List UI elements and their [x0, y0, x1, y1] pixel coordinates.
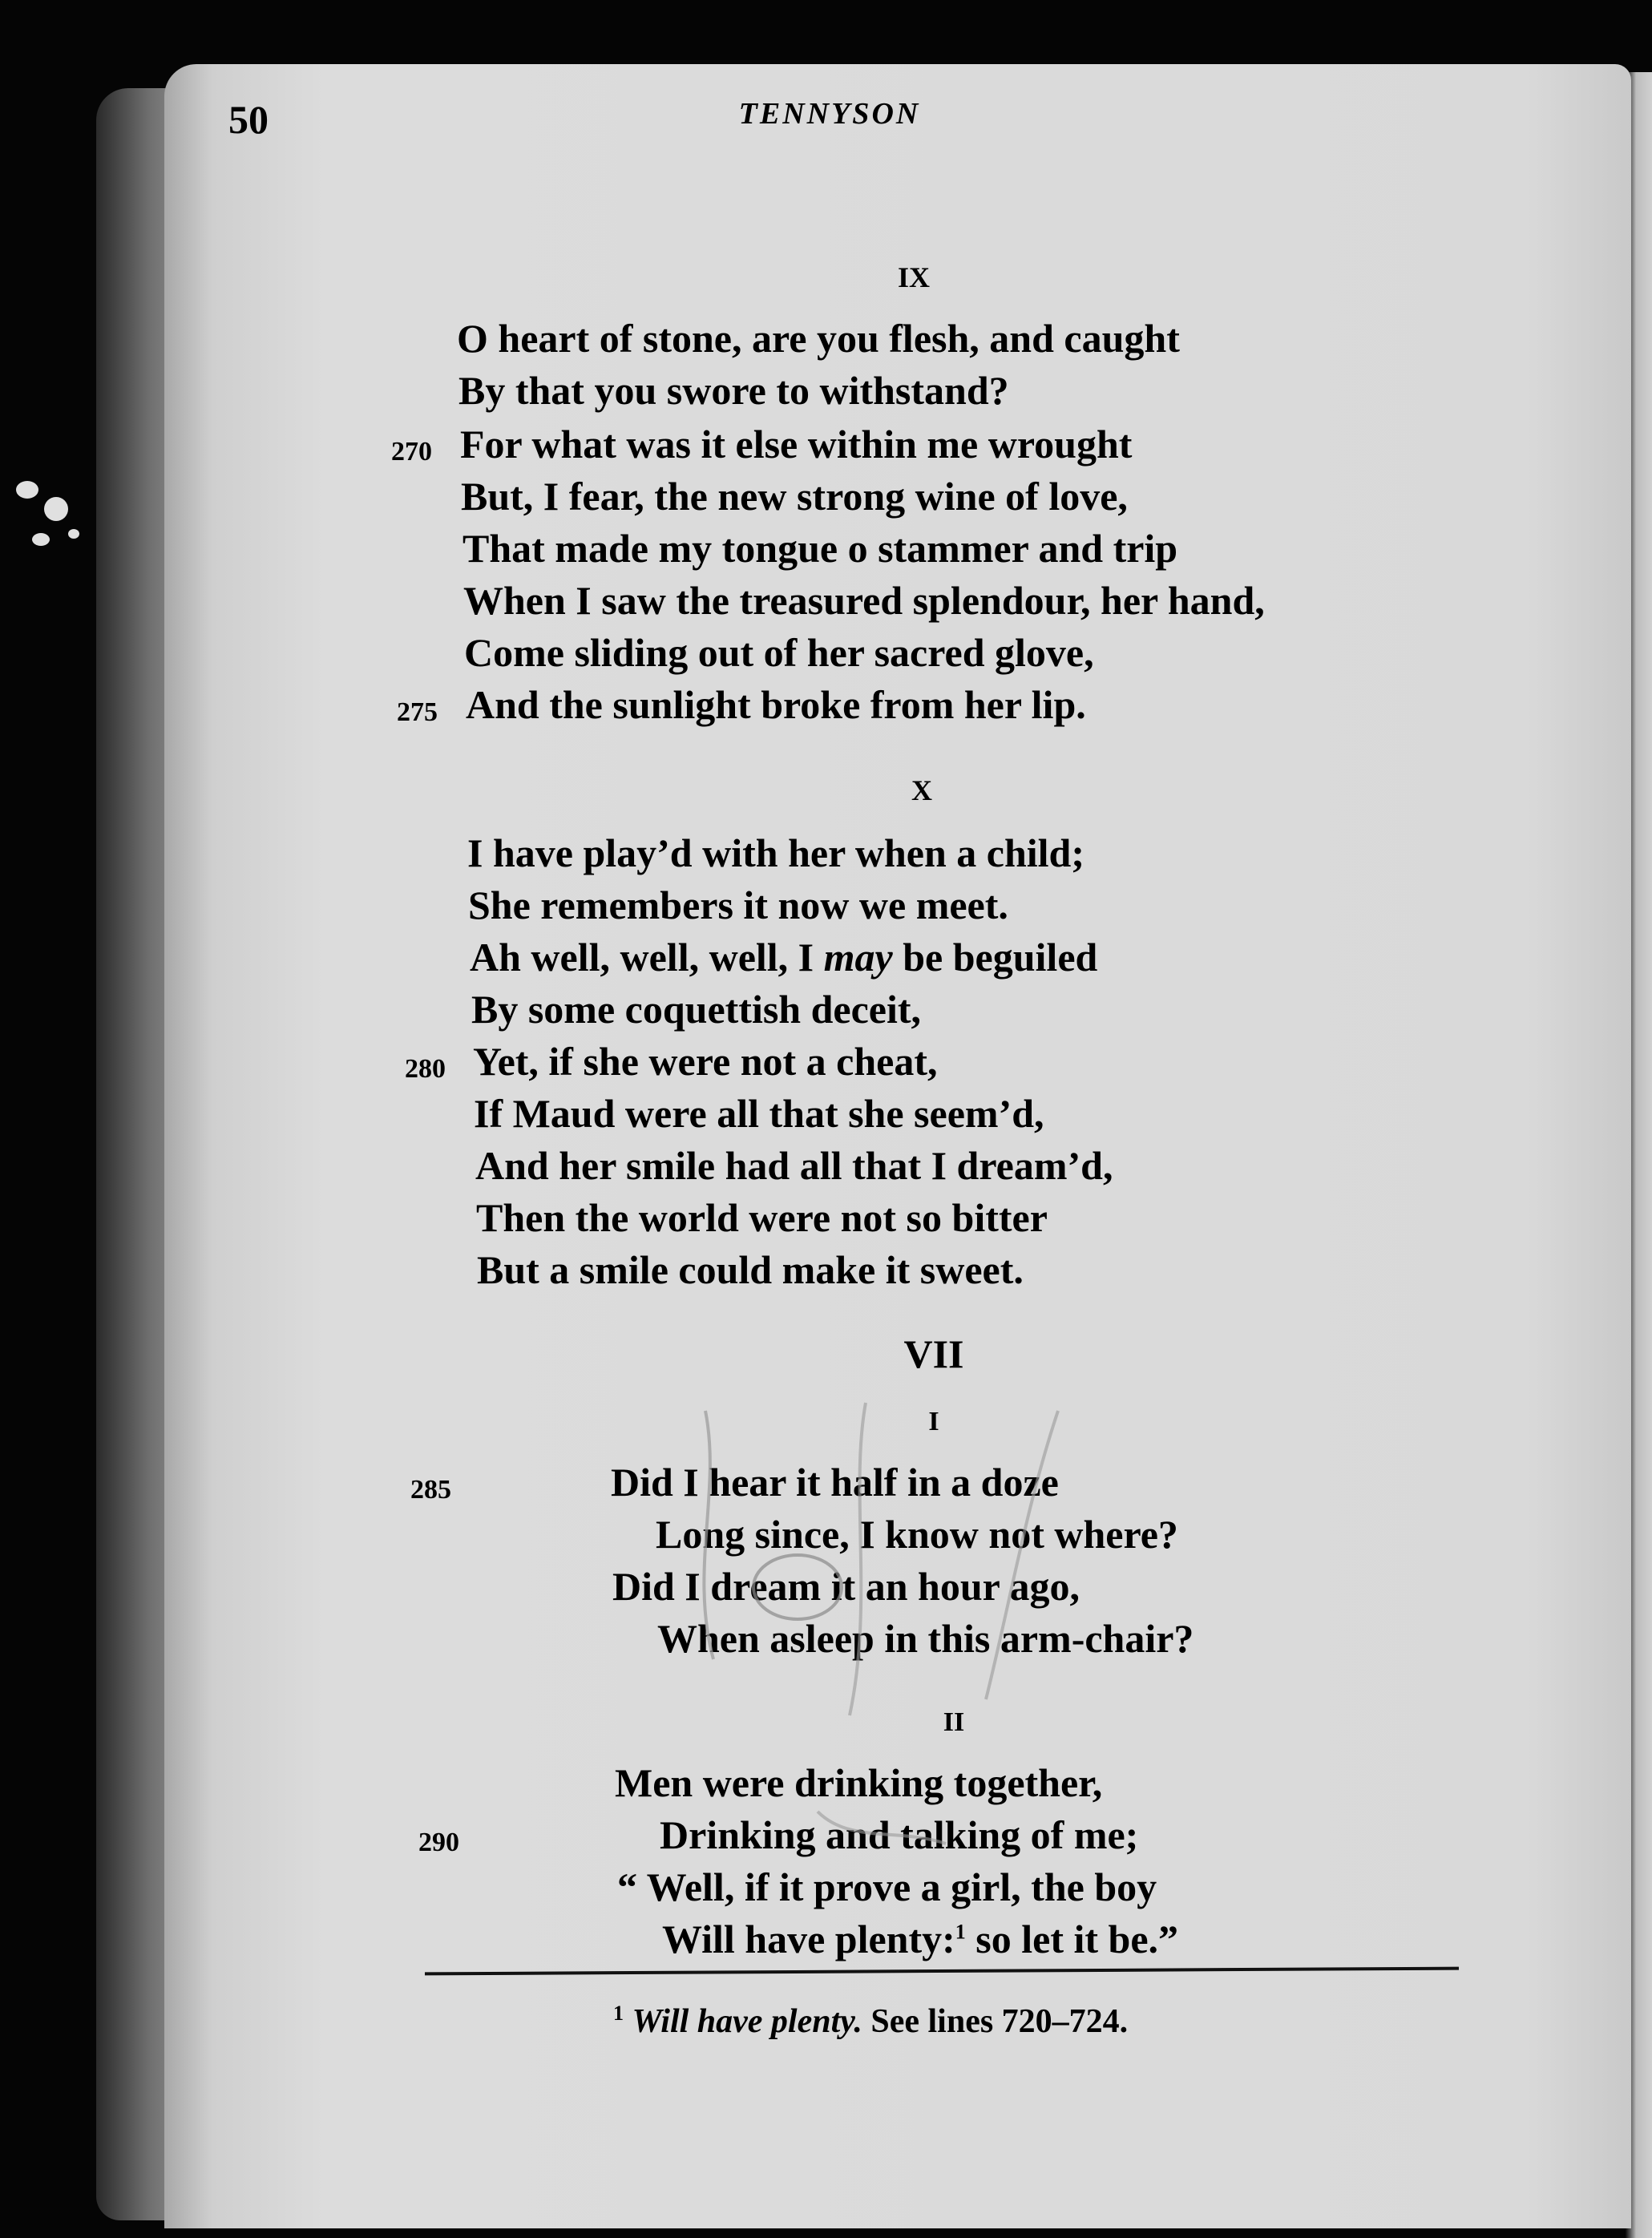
poem-line: Yet, if she were not a cheat,	[473, 1039, 938, 1084]
poem-line: Drinking and talking of me;	[660, 1812, 1139, 1857]
poem-line: I have play’d with her when a child;	[467, 830, 1085, 875]
dust-speck	[32, 533, 50, 546]
footnote-text: See lines 720–724.	[870, 2003, 1129, 2040]
poem-line: Did I hear it half in a doze	[611, 1460, 1059, 1505]
footnote-marker: 1	[955, 1920, 966, 1944]
dust-speck	[16, 481, 38, 499]
line-number-280: 280	[405, 1054, 446, 1084]
poem-line-text: be beguiled	[903, 935, 1098, 980]
poem-line-text: so let it be.”	[975, 1917, 1179, 1961]
poem-line: She remembers it now we meet.	[468, 883, 1008, 927]
poem-line: If Maud were all that she seem’d,	[474, 1091, 1044, 1136]
footnote	[613, 2002, 1128, 2041]
poem-line	[470, 934, 1097, 980]
poem-line: Then the world were not so bitter	[476, 1195, 1048, 1240]
section-heading-i: I	[928, 1407, 939, 1436]
poem-line: That made my tongue o stammer and trip	[462, 526, 1178, 571]
pencil-scribble	[609, 1395, 1266, 1908]
part-heading-vii: VII	[903, 1331, 964, 1376]
poem-line: “ Well, if it prove a girl, the boy	[617, 1864, 1157, 1909]
page-number: 50	[228, 97, 269, 142]
poem-line: By that you swore to withstand?	[458, 368, 1009, 413]
poem-line: O heart of stone, are you flesh, and caught	[457, 316, 1180, 361]
poem-line-text: Ah well, well, well, I	[470, 935, 814, 980]
dust-speck	[44, 497, 68, 521]
poem-line: Did I dream it an hour ago,	[612, 1564, 1080, 1609]
poem-line: But, I fear, the new strong wine of love,	[461, 474, 1128, 519]
poem-line: Come sliding out of her sacred glove,	[464, 630, 1094, 675]
poem-line-text: Will have plenty:	[662, 1917, 955, 1961]
poem-line: And her smile had all that I dream’d,	[475, 1143, 1113, 1188]
line-number-290: 290	[418, 1828, 459, 1857]
line-number-270: 270	[391, 437, 432, 467]
poem-line: And the sunlight broke from her lip.	[466, 682, 1086, 727]
footnote-quote: Will have plenty.	[632, 2003, 862, 2040]
poem-line: Men were drinking together,	[615, 1760, 1103, 1805]
footnote-number: 1	[613, 2002, 624, 2025]
poem-line: When asleep in this arm-chair?	[657, 1616, 1194, 1661]
poem-line: But a smile could make it sweet.	[477, 1247, 1024, 1292]
section-heading-ix: IX	[897, 261, 930, 293]
poem-line: For what was it else within me wrought	[460, 422, 1133, 467]
poem-line: By some coquettish deceit,	[471, 987, 922, 1032]
section-heading-ii: II	[943, 1707, 965, 1737]
line-number-285: 285	[410, 1475, 451, 1505]
running-head: TENNYSON	[738, 97, 921, 131]
dust-speck	[68, 529, 79, 539]
italic-word: may	[823, 935, 893, 980]
line-number-275: 275	[397, 697, 438, 727]
section-heading-x: X	[911, 774, 932, 806]
poem-line: When I saw the treasured splendour, her hand,	[463, 578, 1265, 623]
poem-line: Long since, I know not where?	[656, 1512, 1178, 1557]
poem-line	[662, 1916, 1178, 1962]
